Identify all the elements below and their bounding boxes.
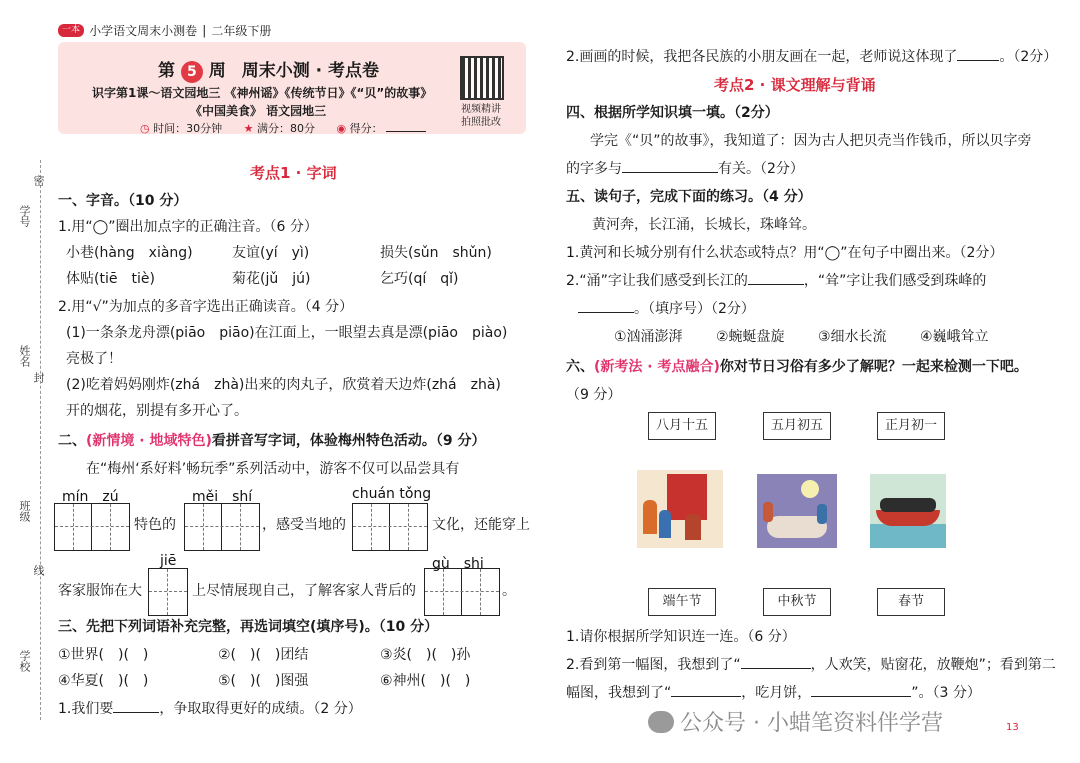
kp2-heading: 考点2 · 课文理解与背诵: [714, 76, 876, 94]
star-icon: ★: [243, 122, 254, 135]
answer-blank[interactable]: [578, 312, 634, 313]
wechat-icon: [648, 711, 674, 733]
q2-b-line1: (2)吃着妈妈刚炸(zhá zhà)出来的肉丸子，欣赏着天边炸(zhá zhà): [66, 377, 501, 393]
pinyin-4: jiē: [160, 553, 177, 569]
festival-box[interactable]: 中秋节: [763, 588, 831, 616]
section-6-q1: 1.请你根据所学知识连一连。（6 分）: [566, 629, 796, 645]
fill-text-3: 文化，还能穿上: [432, 517, 530, 533]
series-badge: 一本: [58, 24, 84, 37]
sidebar-label-class: 班级: [18, 500, 31, 522]
spring-festival-illustration: [637, 470, 723, 548]
q2-b-line2: 开的烟花，别提有多开心了。: [66, 403, 248, 419]
option-item: ③细水长流: [818, 329, 887, 345]
sidebar-cut-3: 线: [32, 565, 45, 576]
section-5-q2: 2.“涌”字让我们感受到长江的 ，“耸”字让我们感受到珠峰的: [566, 273, 987, 289]
answer-blank[interactable]: [811, 696, 911, 697]
clock-icon: ◷: [140, 122, 150, 135]
qr-caption-2: 拍照批改: [461, 117, 501, 128]
answer-blank[interactable]: [748, 284, 804, 285]
scope-line-2: 《中国美食》 语文园地三: [190, 104, 327, 118]
exam-meta: ◷ 时间：30分钟 ★ 满分：80分 ◉ 得分：: [140, 120, 426, 136]
section-5-q1: 1.黄河和长城分别有什么状态或特点？用“◯”在句子中圈出来。（2分）: [566, 245, 1004, 261]
answer-blank[interactable]: [671, 696, 741, 697]
grade-label: 二年级下册: [211, 24, 272, 38]
fill-text-1: 特色的: [134, 517, 176, 533]
q1-item: 小巷(hàng xiàng): [66, 245, 193, 261]
date-box[interactable]: 五月初五: [763, 412, 831, 440]
qr-code[interactable]: [460, 56, 504, 100]
word-item: ④华夏( )( ): [58, 673, 149, 689]
writing-grid[interactable]: [184, 503, 260, 551]
header-bar: 一本 小学语文周末小测卷 | 二年级下册: [58, 20, 528, 36]
page-number: 13: [1006, 722, 1019, 733]
q1-item: 友谊(yí yì): [232, 245, 310, 261]
section-5-title: 五、读句子，完成下面的练习。（4 分）: [566, 189, 812, 205]
word-item: ⑤( )( )图强: [218, 673, 309, 689]
q1-item: 体贴(tiē tiè): [66, 271, 155, 287]
section-6-q2: 2.看到第一幅图，我想到了“ ，人欢笑，贴窗花，放鞭炮”；看到第二: [566, 657, 1056, 673]
word-item: ③炎( )( )孙: [380, 647, 471, 663]
fill-text-6: 。: [502, 583, 516, 599]
week-title: 第 5 周 周末小测 · 考点卷: [158, 61, 380, 81]
watermark: 公众号 · 小蜡笔资料伴学营: [648, 706, 943, 737]
word-item: ①世界( )( ): [58, 647, 149, 663]
binding-line: [40, 160, 41, 720]
q2-prompt: 2.用“√”为加点的多音字选出正确读音。（4 分）: [58, 299, 354, 315]
word-item: ②( )( )团结: [218, 647, 309, 663]
writing-grid[interactable]: [54, 503, 130, 551]
week-number-badge: 5: [181, 61, 203, 83]
answer-blank[interactable]: [622, 172, 718, 173]
writing-grid[interactable]: [148, 568, 188, 616]
qr-caption-1: 视频精讲: [461, 104, 501, 115]
pinyin-2: měi shí: [192, 489, 253, 505]
answer-blank[interactable]: [113, 712, 159, 713]
section-6-score: （9 分）: [566, 387, 622, 403]
q1-item: 乞巧(qí qǐ): [380, 271, 459, 287]
writing-grid[interactable]: [352, 503, 428, 551]
answer-blank[interactable]: [741, 668, 811, 669]
dragon-boat-illustration: [870, 474, 946, 548]
answer-blank[interactable]: [957, 60, 999, 61]
section-2-text: 在“梅州‘系好料’畅玩季”系列活动中，游客不仅可以品尝具有: [86, 461, 460, 477]
q1-item: 损失(sǔn shǔn): [380, 245, 492, 261]
section-4-line1: 学完《“贝”的故事》，我知道了：因为古人把贝壳当作钱币，所以贝字旁: [590, 133, 1032, 149]
section-6-title: 六、(新考法 · 考点融合)你对节日习俗有多少了解呢？一起来检测一下吧。: [566, 359, 1028, 375]
top-question: 2.画画的时候，我把各民族的小朋友画在一起，老师说这体现了 。（2分）: [566, 49, 1058, 65]
scope-line-1: 识字第1课～语文园地三 《神州谣》《传统节日》《“贝”的故事》: [92, 86, 433, 100]
series-title: 小学语文周末小测卷: [89, 24, 198, 38]
kp1-heading: 考点1 · 字词: [250, 164, 337, 182]
pinyin-5: gù shi: [432, 556, 484, 572]
sidebar-label-id: 学号: [18, 205, 31, 227]
option-item: ②蜿蜒盘旋: [716, 329, 785, 345]
section-5-sentence: 黄河奔，长江涌，长城长，珠峰耸。: [592, 217, 816, 233]
section-4-line2: 的字多与 有关。（2分）: [566, 161, 804, 177]
q1-prompt: 1.用“◯”圈出加点字的正确注音。（6 分）: [58, 219, 318, 235]
sidebar-label-school: 学校: [18, 650, 31, 672]
pinyin-3: chuán tǒng: [352, 486, 432, 502]
section-2-title: 二、(新情境 · 地域特色)看拼音写字词，体验梅州特色活动。（9 分）: [58, 433, 486, 449]
banner-title: 周末小测 · 考点卷: [241, 61, 380, 81]
writing-grid[interactable]: [424, 568, 500, 616]
section-3-title: 三、先把下列词语补充完整，再选词填空(填序号)。（10 分）: [58, 619, 439, 635]
sidebar-label-name: 姓名: [18, 345, 31, 367]
s3-q1: 1.我们要 ，争取取得更好的成绩。（2 分）: [58, 701, 362, 717]
section-6-q2-line2: 幅图，我想到了“ ，吃月饼， ”。（3 分）: [566, 685, 981, 701]
pinyin-1: mín zú: [62, 489, 119, 505]
q2-a-line2: 亮极了！: [66, 351, 122, 367]
fill-text-5: 上尽情展现自己，了解客家人背后的: [192, 583, 416, 599]
score-icon: ◉: [336, 122, 347, 135]
section-2-tag: (新情境 · 地域特色): [86, 433, 212, 449]
date-box[interactable]: 正月初一: [877, 412, 945, 440]
section-4-title: 四、根据所学知识填一填。（2分）: [566, 105, 779, 121]
option-item: ④巍峨耸立: [920, 329, 989, 345]
q1-item: 菊花(jǔ jú): [232, 271, 311, 287]
date-box[interactable]: 八月十五: [648, 412, 716, 440]
sidebar-cut-1: 密: [32, 175, 45, 186]
option-item: ①汹涌澎湃: [614, 329, 683, 345]
festival-box[interactable]: 端午节: [648, 588, 716, 616]
festival-box[interactable]: 春节: [877, 588, 945, 616]
q2-a-line1: (1)一条条龙舟漂(piāo piāo)在江面上，一眼望去真是漂(piāo piào): [66, 325, 508, 341]
section-1-title: 一、字音。（10 分）: [58, 193, 188, 209]
mid-autumn-illustration: [757, 474, 837, 548]
fill-text-4: 客家服饰在大: [58, 583, 142, 599]
fill-text-2: ，感受当地的: [262, 517, 346, 533]
word-item: ⑥神州( )( ): [380, 673, 471, 689]
sidebar-cut-2: 封: [32, 372, 45, 383]
section-6-tag: (新考法 · 考点融合): [594, 359, 720, 375]
section-5-q2-end: 。（填序号）（2分）: [578, 298, 755, 318]
